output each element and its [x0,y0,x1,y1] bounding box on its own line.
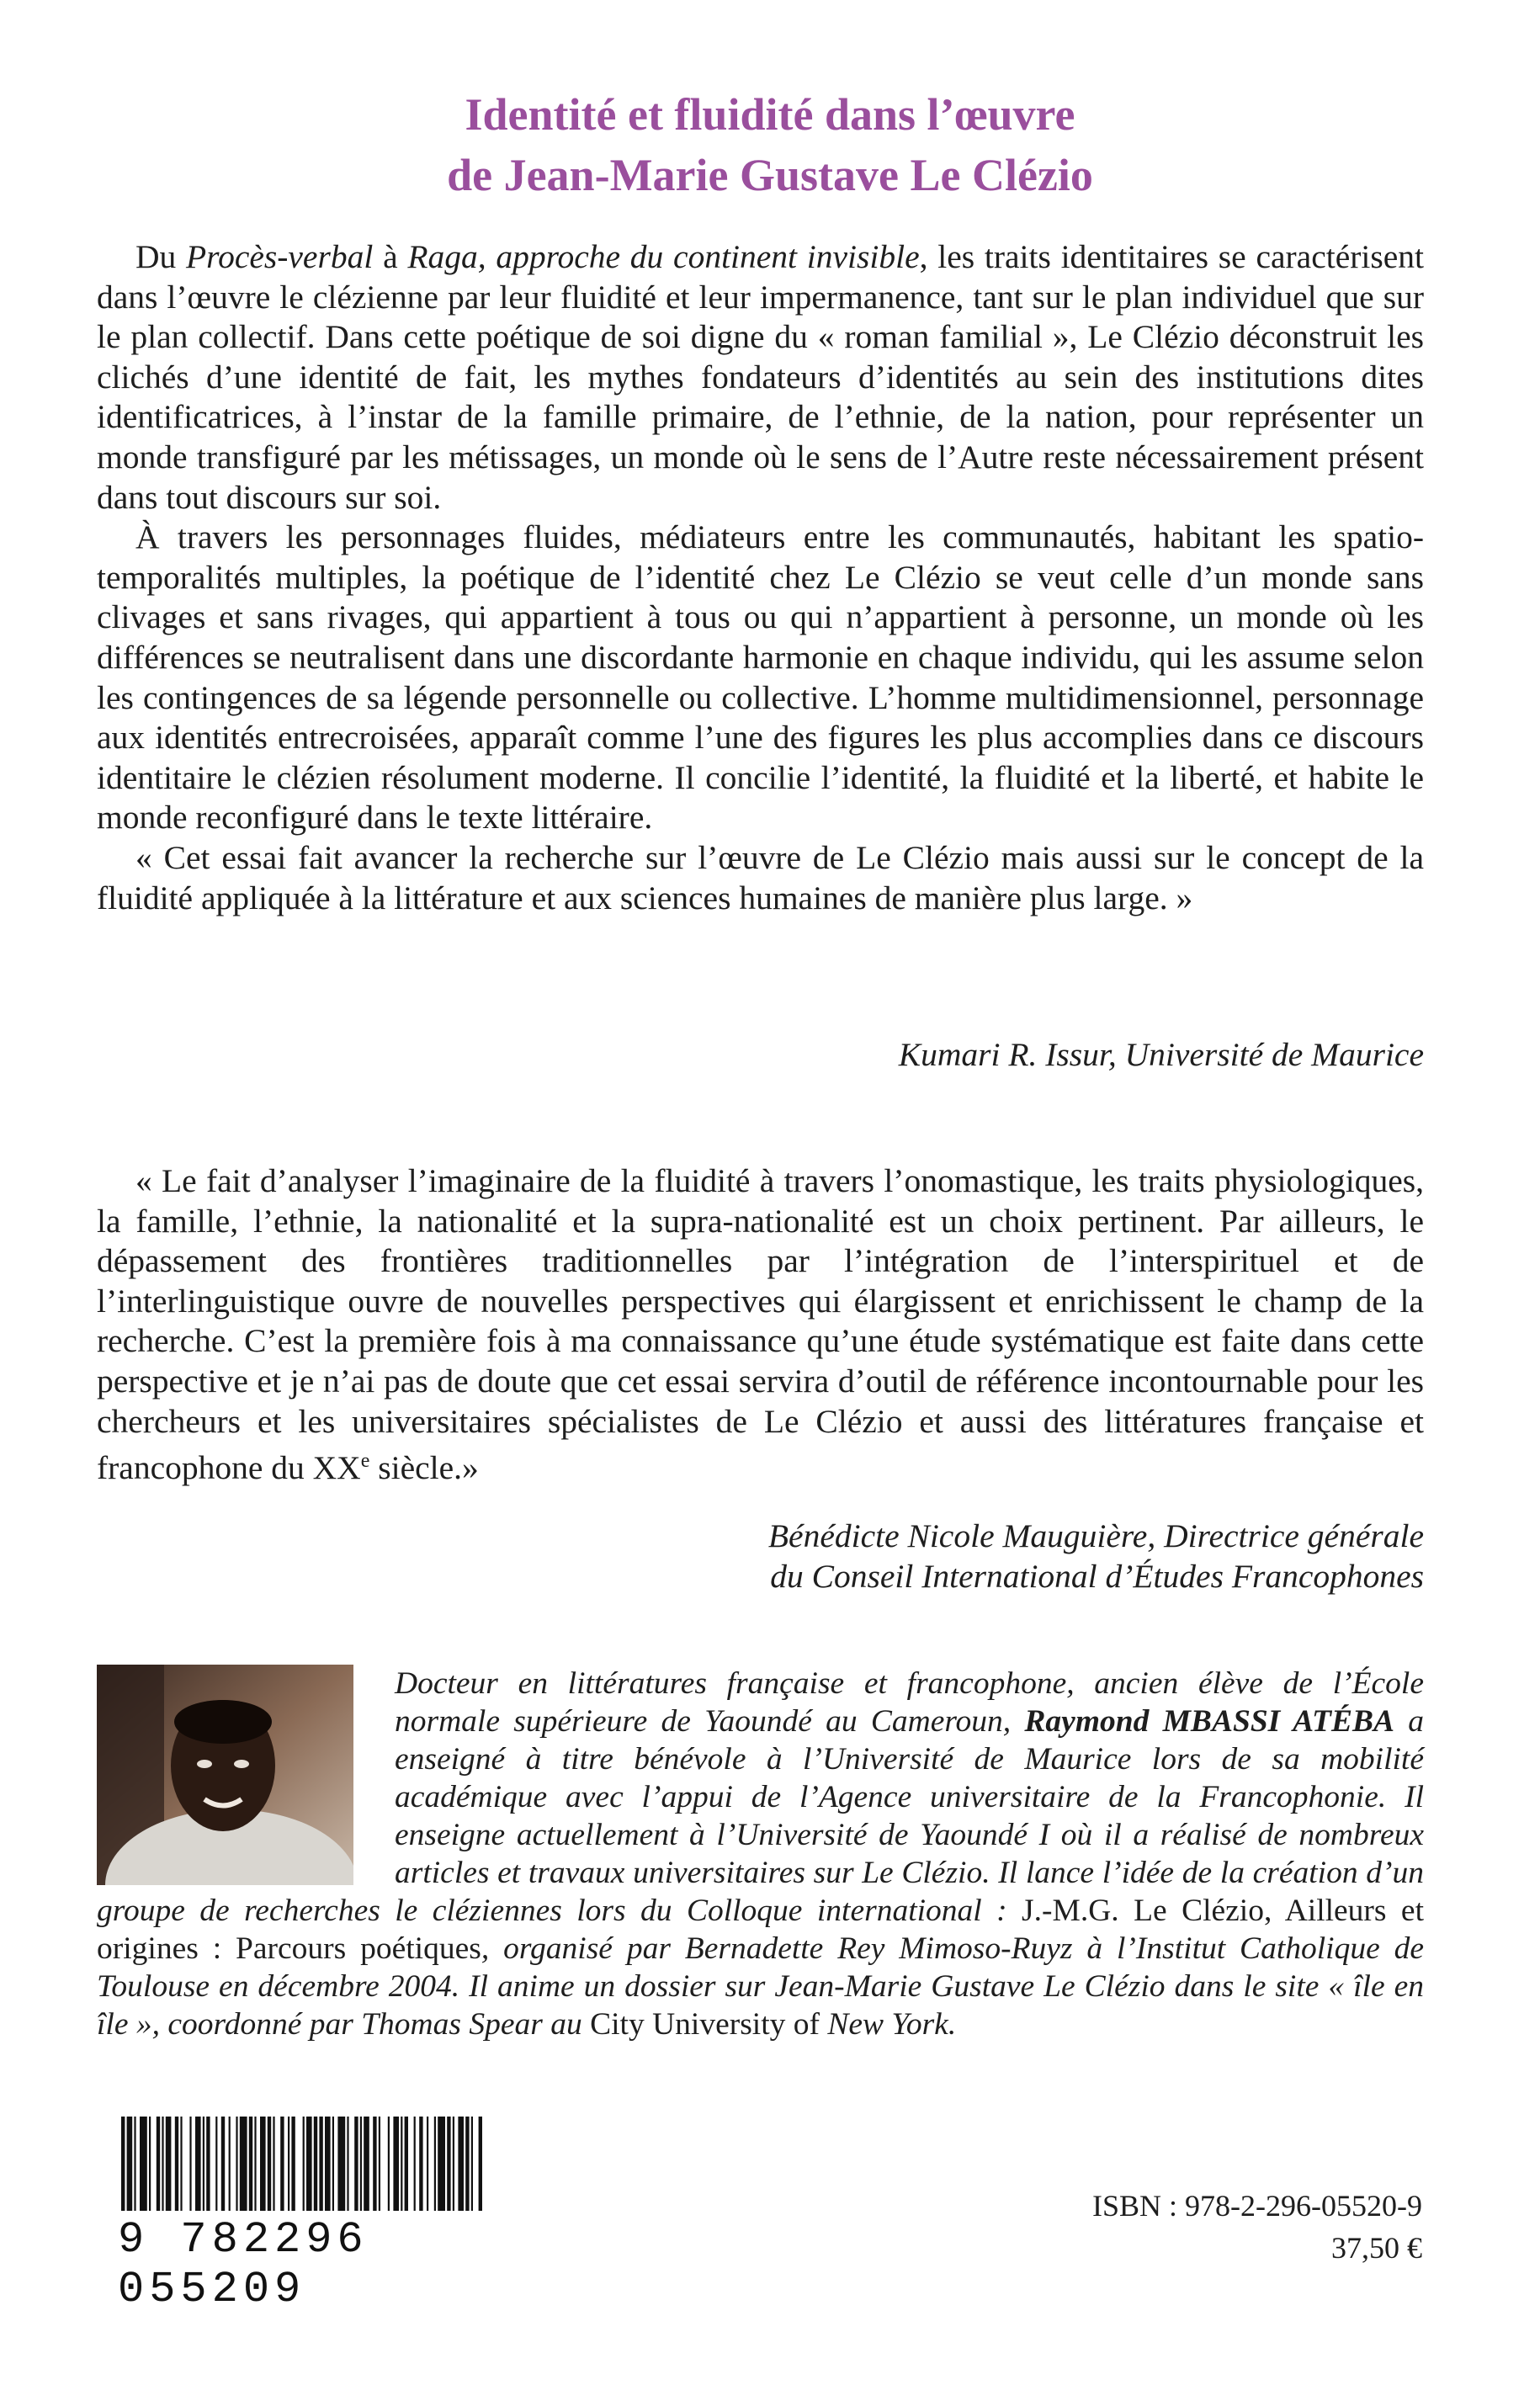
barcode-bar [195,2117,201,2211]
barcode-bar [229,2117,231,2211]
bio-space [820,2007,827,2042]
barcode-bar [434,2117,436,2211]
barcode-bar [215,2117,217,2211]
barcode-bar [249,2117,252,2211]
title-line-1: Identité et fluidité dans l’œuvre [465,89,1075,140]
author-name: Raymond MBASSI ATÉBA [1024,1704,1394,1739]
barcode-bar [319,2117,322,2211]
bio-text-1: Docteur en littératures française et francophone, ancien élève de l’École normale supérieure de Yaoundé au Cameroun, [395,1666,1424,1739]
barcode-bar [288,2117,289,2211]
quote-2-text-b: siècle.» [369,1449,479,1487]
barcode-bar [306,2117,312,2211]
barcode-bar [175,2117,178,2211]
barcode-bar [427,2117,428,2211]
barcode-bar [166,2117,172,2211]
barcode-bar [360,2117,362,2211]
barcode-bar [268,2117,271,2211]
barcode-bar [221,2117,225,2211]
barcode-bar [140,2117,147,2211]
barcode-bar [127,2117,133,2211]
university-name-2: New York [827,2007,948,2042]
barcode-bar [438,2117,445,2211]
barcode-bar [379,2117,380,2211]
quote-1-author: Kumari R. Issur, Université de Maurice [898,1036,1424,1073]
title-line-2: de Jean-Marie Gustave Le Clézio [447,150,1093,200]
university-name-1: City University of [590,2007,820,2042]
barcode-bar [393,2117,399,2211]
barcode-bar [419,2117,422,2211]
barcode-bar [254,2117,256,2211]
barcode-bar [280,2117,284,2211]
quote-2-text [97,1161,1424,1489]
book-title [0,84,1540,205]
colloquium-title: J.-M.G. Le Clézio, Ailleurs et origines : Parcours poétiques [97,1894,1424,1966]
barcode-bar [401,2117,402,2211]
barcode-bar [303,2117,305,2211]
barcode-bar [180,2117,182,2211]
barcode-bar [405,2117,408,2211]
barcode-bar [465,2117,469,2211]
quote-2-superscript: e [360,1450,370,1473]
quote-2-author-line-1: Bénédicte Nicole Mauguière, Directrice générale [767,1517,1424,1554]
para1-text-a: Du [135,238,187,275]
barcode-bar [206,2117,210,2211]
barcode-bar [260,2117,266,2211]
barcode-bar [291,2117,295,2211]
para1-italic-title-1: Procès-verbal [186,238,374,275]
summary-text [97,237,1424,918]
quote-2 [97,1161,1424,1489]
barcode-bar [121,2117,125,2211]
summary-paragraph-2: À travers les personnages fluides, médiateurs entre les communautés, habitant les spatio-temporalités multiples, la poétique de l’identité chez Le Clézio se veut celle d’un monde sans clivages et sans rivages, qui appartient à tous ou qui n’appartient à personne, un monde où les différences se neutralisent dans une discordante harmonie en chaque individu, qui les assume selon les contingences de sa légende personnelle ou collective. L’homme multidimensionnel, personnage aux identités entrecroisées, apparaît comme l’une des figures les plus accomplies dans ce discours identitaire le clézien résolument moderne. Il concilie l’identité, la fluidité et la liberté, et habite le monde reconfiguré dans le texte littéraire. [97,518,1424,837]
para1-italic-title-2: Raga, approche du continent invisible [407,238,920,275]
barcode-bar [388,2117,390,2211]
barcode-bar [162,2117,163,2211]
isbn-number: ISBN : 978-2-296-05520-9 [1092,2189,1422,2223]
barcode-bar [453,2117,454,2211]
quote-2-author-line-2: du Conseil International d’Études Francophones [770,1557,1424,1595]
isbn-price-block [1092,2185,1422,2269]
barcode-bar [479,2117,482,2211]
barcode-bar [354,2117,358,2211]
author-photo-image [97,1665,353,1885]
barcode-bar [236,2117,237,2211]
barcode-bar [373,2117,376,2211]
barcode-bar [134,2117,135,2211]
barcode-bar [347,2117,348,2211]
barcode-bar [364,2117,369,2211]
quote-2-author [768,1517,1424,1596]
barcode-bar [189,2117,191,2211]
para1-text-c: , les traits identitaires se caractérisent dans l’œuvre le clézienne par leur fluidité et leur impermanence, tant sur le plan individuel que sur le plan collectif. Dans cette poétique de soi digne du « roman familial », Le Clézio déconstruit les clichés d’une identité de fait, les mythes fondateurs d’identités au sein des institutions dites identificatrices, à l’instar de la famille primaire, de l’ethnie, de la nation, pour représenter un monde transfiguré par les métissages, un monde où le sens de l’Autre reste nécessairement présent dans tout discours sur soi. [97,238,1424,516]
bio-text-2: a enseigné à titre bénévole à l’Université de Maurice lors de sa mobilité académique avec l’appui de l’Agence universitaire de la Francophonie. Il enseigne actuellement à l’Université de Yaoundé I où il a réalisé de nombreux articles et travaux universitaires sur Le Clézio. Il lance l’idée de la création d’un groupe de recherches le cléziennes lors du Colloque international : [97,1704,1424,1928]
summary-paragraph-1 [97,237,1424,518]
barcode-bar [273,2117,274,2211]
barcode-bar [314,2117,317,2211]
quote-2-text-a: « Le fait d’analyser l’imaginaire de la fluidité à travers l’onomastique, les traits physiologiques, la famille, l’ethnie, la nationalité et la supra-nationalité est un choix pertinent. Par ailleurs, le dépassement des frontières traditionnelles par l’intégration de l’interspirituel et de l’interlinguistique ouvre de nouvelles perspectives qui élargissent et enrichissent le champ de la recherche. C’est la première fois à ma connaissance qu’une étude systématique est faite dans cette perspective et je n’ai pas de doute que cet essai servira d’outil de référence incontournable pour les chercheurs et les universitaires spécialistes de Le Clézio et aussi des littératures française et francophone du XX [97,1162,1424,1487]
bio-end: . [948,2007,957,2042]
bio-text-3: , organisé par Bernadette Rey Mimoso-Ruyz à l’Institut Catholique de Toulouse en décembre 2004. Il anime un dossier sur Jean-Marie Gustave Le Clézio dans le site « île en île », coordonné par Thomas Spear au [97,1931,1424,2042]
barcode-bar [203,2117,204,2211]
barcode-bar [471,2117,473,2211]
barcode-bar [325,2117,331,2211]
barcode-bar [447,2117,450,2211]
barcode-bar [149,2117,151,2211]
barcode-digits: 9 782296 055209 [118,2215,369,2314]
author-photo [97,1665,353,1885]
barcode-bar [414,2117,416,2211]
barcode-bars [118,2117,488,2211]
quote-1-text: « Cet essai fait avancer la recherche sur l’œuvre de Le Clézio mais aussi sur le concept de la fluidité appliquée à la littérature et aux sciences humaines de manière plus large. » [97,838,1424,916]
para1-text-b: à [373,238,408,275]
price: 37,50 € [1331,2231,1422,2265]
barcode-bar [240,2117,247,2211]
barcode-bar [458,2117,464,2211]
barcode-bar [337,2117,345,2211]
barcode-bar [157,2117,160,2211]
barcode-bar [332,2117,334,2211]
